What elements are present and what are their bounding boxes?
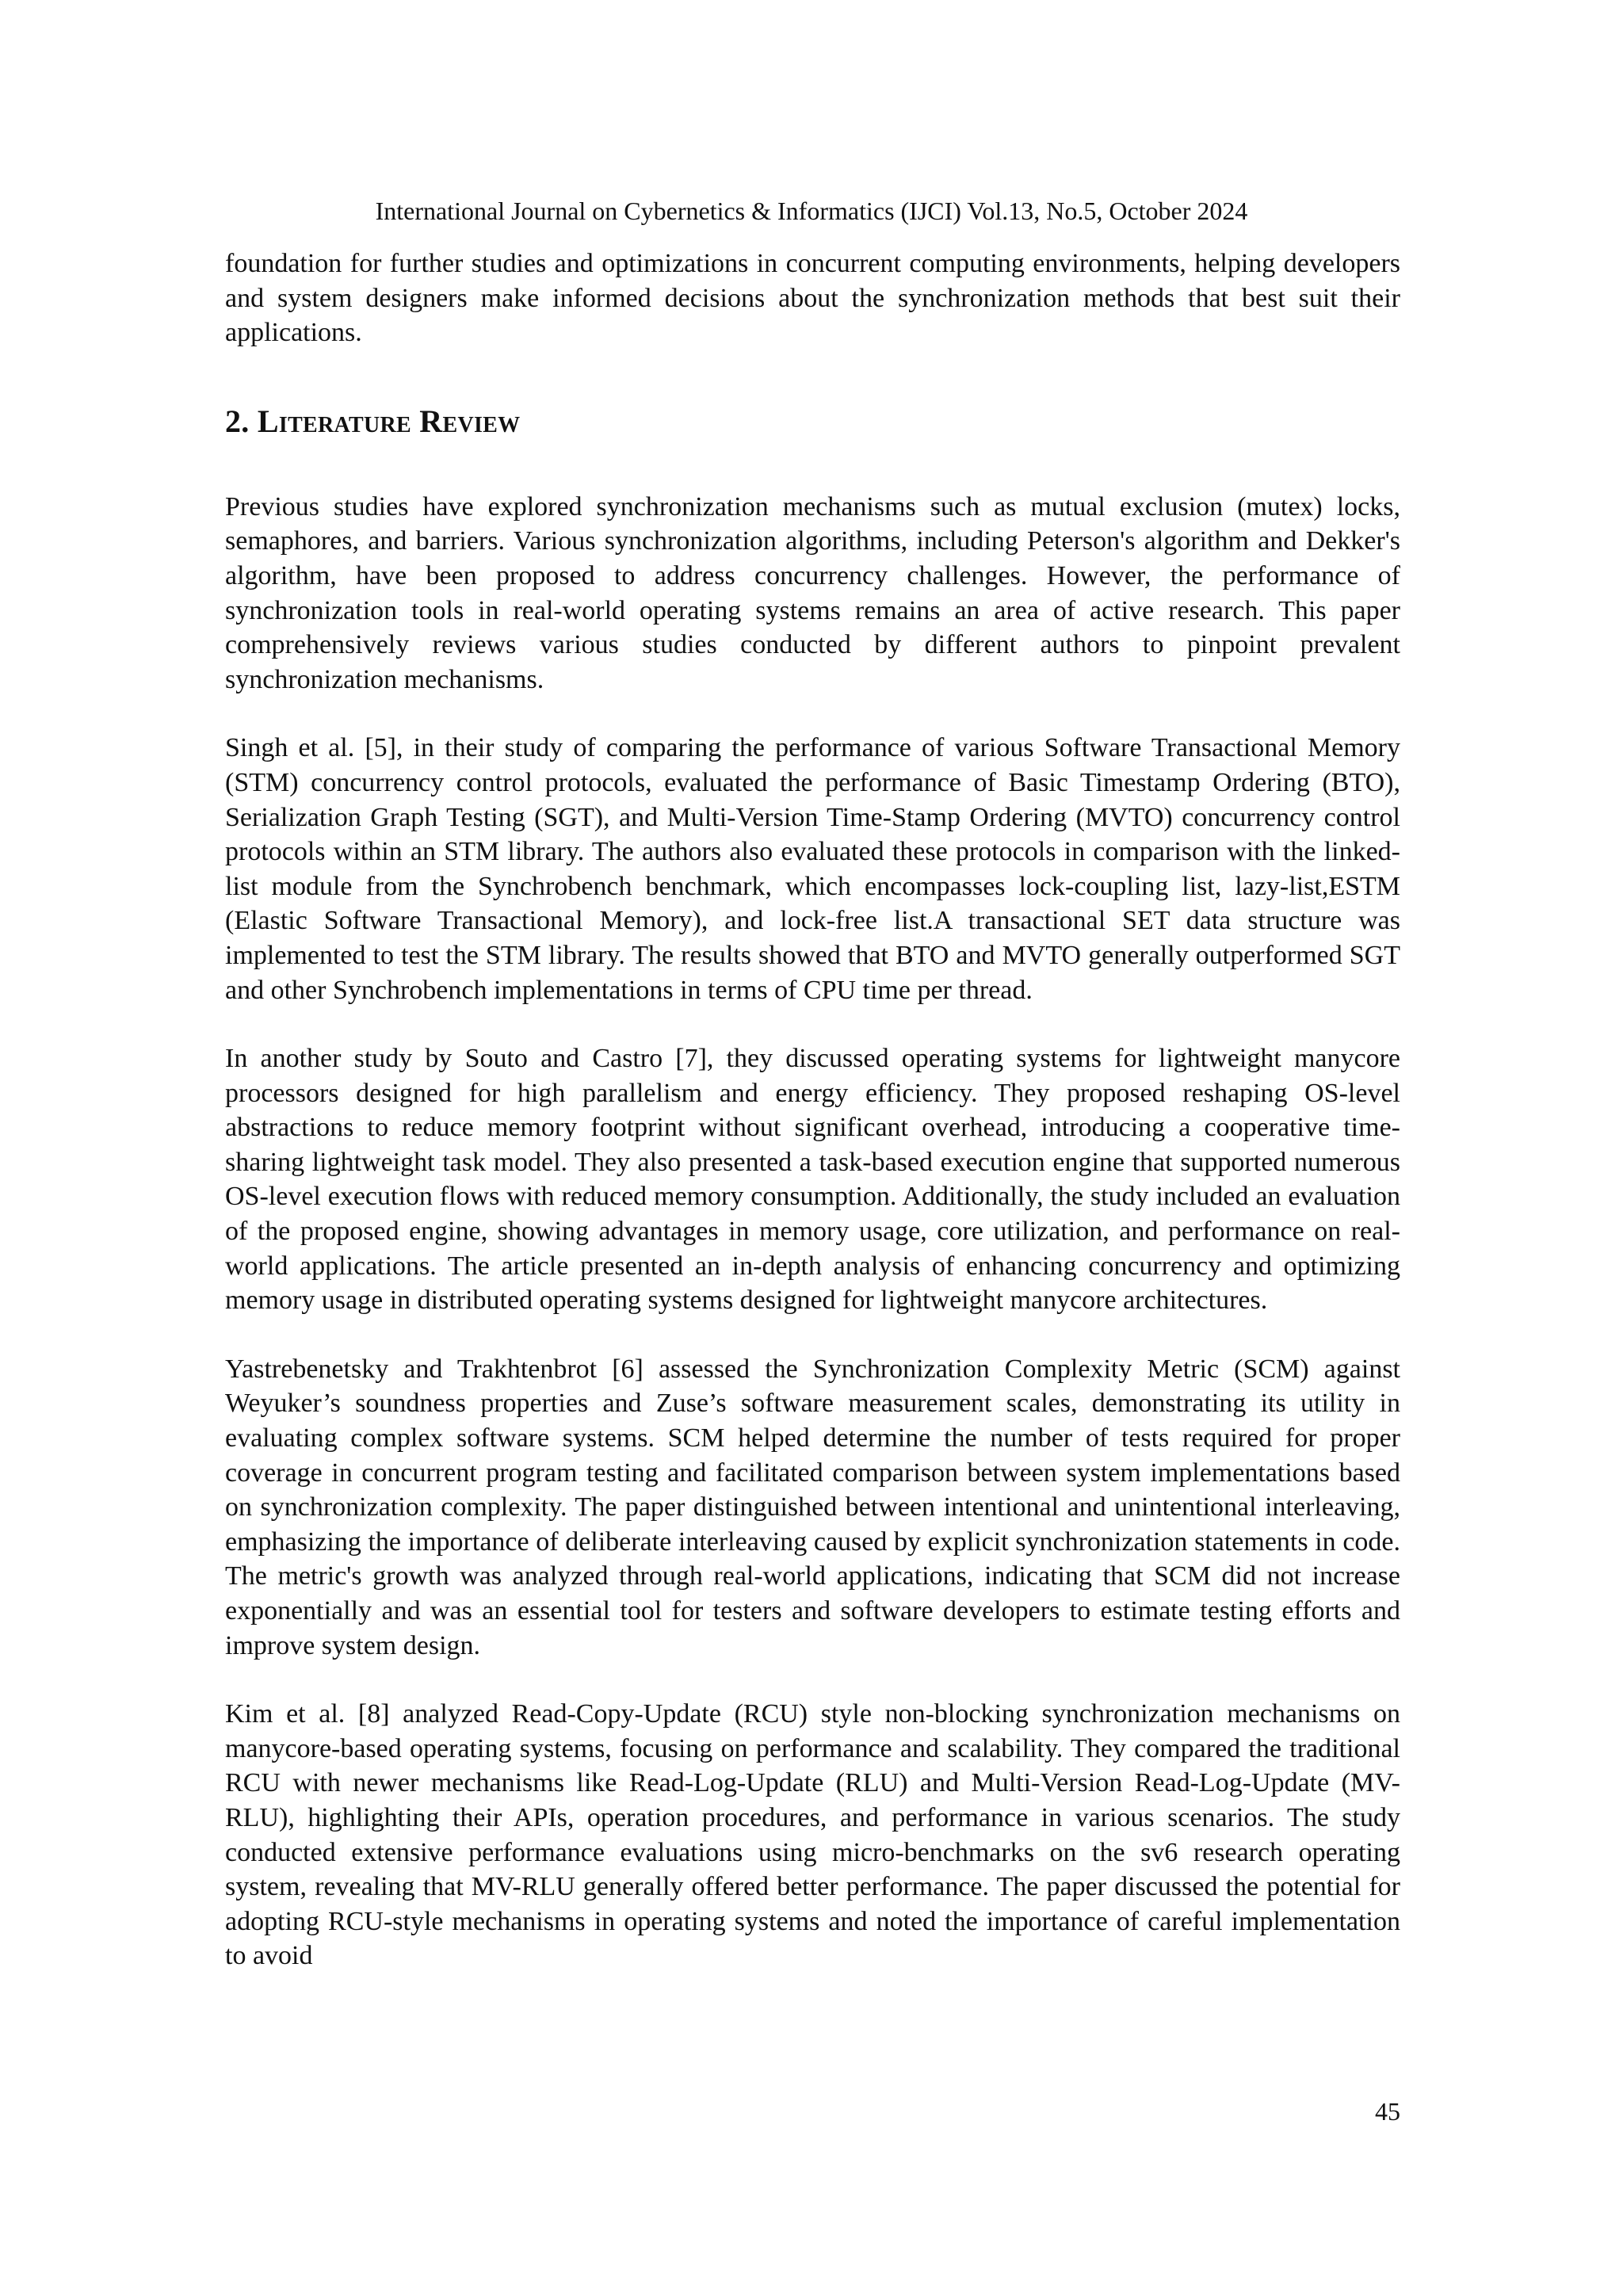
running-header: International Journal on Cybernetics & Informatics (IJCI) Vol.13, No.5, October 2024 [375,197,1248,225]
body-paragraph: Yastrebenetsky and Trakhtenbrot [6] assessed the Synchronization Complexity Metric (SCM) against Weyuker’s soundness properties and Zuse’s software measurement scales, demonstrating its utility in evaluating complex software systems. SCM helped determine the number of tests required for proper coverage in concurrent program testing and facilitated comparison between system implementations based on synchronization complexity. The paper distinguished between intentional and unintentional interleaving, emphasizing the importance of deliberate interleaving caused by explicit synchronization statements in code. The metric's growth was analyzed through real-world applications, indicating that SCM did not increase exponentially and was an essential tool for testers and software developers to estimate testing efforts and improve system design. [225,1354,1400,1660]
body-paragraph: Singh et al. [5], in their study of comparing the performance of various Software Transactional Memory (STM) concurrency control protocols, evaluated the performance of Basic Timestamp Ordering (BTO), Serialization Graph Testing (SGT), and Multi-Version Time-Stamp Ordering (MVTO) concurrency control protocols within an STM library. The authors also evaluated these protocols in comparison with the linked-list module from the Synchrobench benchmark, which encompasses lock-coupling list, lazy-list,ESTM (Elastic Software Transactional Memory), and lock-free list.A transactional SET data structure was implemented to test the STM library. The results showed that BTO and MVTO generally outperformed SGT and other Synchrobench implementations in terms of CPU time per thread. [225,733,1400,1005]
body-paragraph: Previous studies have explored synchronization mechanisms such as mutual exclusion (mutex) locks, semaphores, and barriers. Various synchronization algorithms, including Peterson's algorithm and Dekker's algorithm, have been proposed to address concurrency challenges. However, the performance of synchronization tools in real-world operating systems remains an area of active research. This paper comprehensively reviews various studies conducted by different authors to pinpoint prevalent synchronization mechanisms. [225,491,1400,694]
continuation-paragraph: foundation for further studies and optimizations in concurrent computing environments, helping developers and system designers make informed decisions about the synchronization methods that best suit their applications. [225,249,1400,348]
page-number: 45 [1375,2097,1400,2126]
body-paragraph: In another study by Souto and Castro [7], they discussed operating systems for lightweight manycore processors designed for high parallelism and energy efficiency. They proposed reshaping OS-level abstractions to reduce memory footprint without significant overhead, introducing a cooperative time-sharing lightweight task model. They also presented a task-based execution engine that supported numerous OS-level execution flows with reduced memory consumption. Additionally, the study included an evaluation of the proposed engine, showing advantages in memory usage, core utilization, and performance on real-world applications. The article presented an in-depth analysis of enhancing concurrency and optimizing memory usage in distributed operating systems designed for lightweight manycore architectures. [225,1044,1400,1316]
section-heading-literature-review: 2. Literature Review [225,403,521,439]
body-paragraph: Kim et al. [8] analyzed Read-Copy-Update (RCU) style non-blocking synchronization mechanisms on manycore-based operating systems, focusing on performance and scalability. They compared the traditional RCU with newer mechanisms like Read-Log-Update (RLU) and Multi-Version Read-Log-Update (MV-RLU), highlighting their APIs, operation procedures, and performance in various scenarios. The study conducted extensive performance evaluations using micro-benchmarks on the sv6 research operating system, revealing that MV-RLU generally offered better performance. The paper discussed the potential for adopting RCU-style mechanisms in operating systems and noted the importance of careful implementation to avoid [225,1699,1400,1971]
page-body [225,246,1400,1973]
